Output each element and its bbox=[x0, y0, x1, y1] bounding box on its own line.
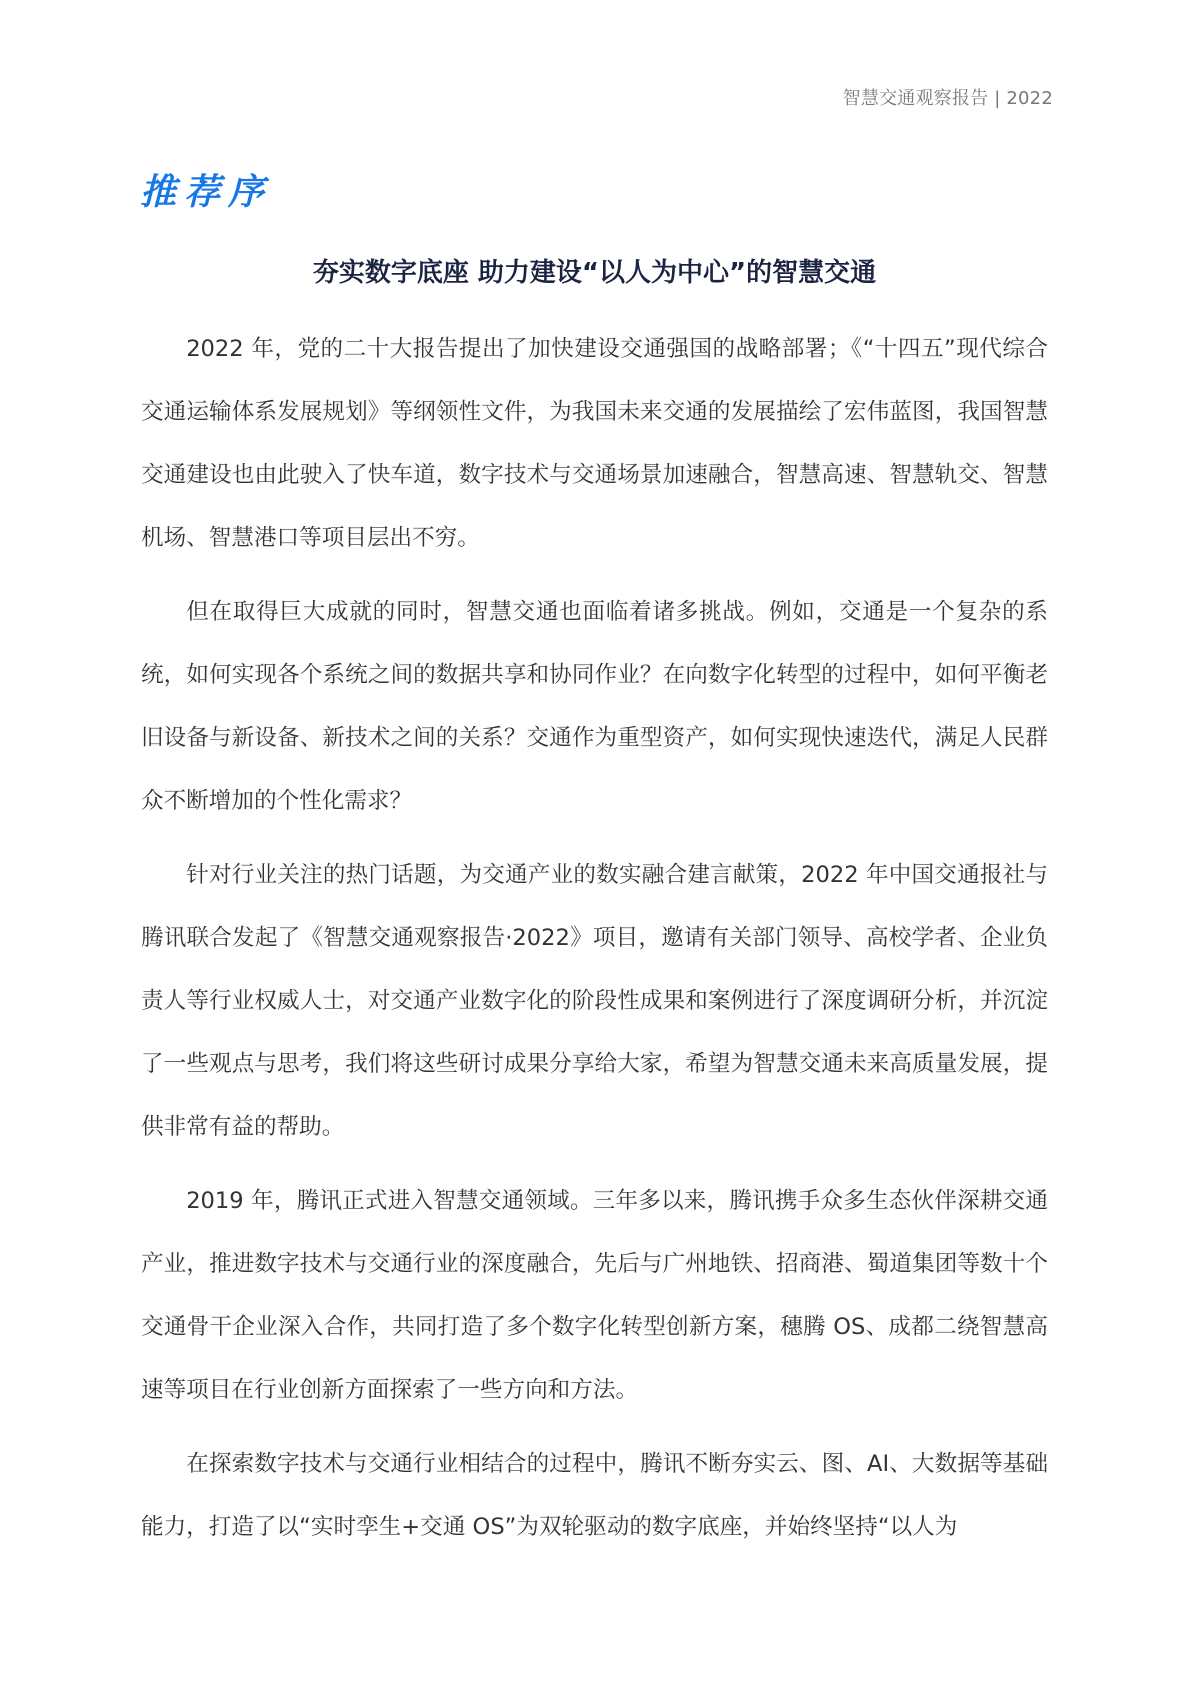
article-title: 夯实数字底座 助力建设“以人为中心”的智慧交通 bbox=[312, 258, 877, 288]
paragraph-3: 针对行业关注的热门话题，为交通产业的数实融合建言献策，2022 年中国交通报社与腾讯联合发起了《智慧交通观察报告·2022》项目，邀请有关部门领导、高校学者、企业负责人等行业权威人士，对交通产业数字化的阶段性成果和案例进行了深度调研分析，并沉淀了一些观点与思考，我们将这些研讨成果分享给大家，希望为智慧交通未来高质量发展，提供非常有益的帮助。 bbox=[141, 862, 1048, 1140]
paragraph-4: 2019 年，腾讯正式进入智慧交通领域。三年多以来，腾讯携手众多生态伙伴深耕交通产业，推进数字技术与交通行业的深度融合，先后与广州地铁、招商港、蜀道集团等数十个交通骨干企业深入合作，共同打造了多个数字化转型创新方案，穗腾 OS、成都二绕智慧高速等项目在行业创新方面探索了一些方向和方法。 bbox=[141, 1188, 1048, 1403]
article-body bbox=[141, 318, 1048, 1570]
report-header-label: 智慧交通观察报告 | 2022 bbox=[842, 88, 1053, 109]
paragraph-2: 但在取得巨大成就的同时，智慧交通也面临着诸多挑战。例如，交通是一个复杂的系统，如何实现各个系统之间的数据共享和协同作业？在向数字化转型的过程中，如何平衡老旧设备与新设备、新技术之间的关系？交通作为重型资产，如何实现快速迭代，满足人民群众不断增加的个性化需求？ bbox=[141, 599, 1048, 814]
section-title: 推荐序 bbox=[140, 172, 273, 213]
paragraph-1: 2022 年，党的二十大报告提出了加快建设交通强国的战略部署；《“十四五”现代综合交通运输体系发展规划》等纲领性文件，为我国未来交通的发展描绘了宏伟蓝图，我国智慧交通建设也由此驶入了快车道，数字技术与交通场景加速融合，智慧高速、智慧轨交、智慧机场、智慧港口等项目层出不穷。 bbox=[141, 336, 1048, 551]
paragraph-5: 在探索数字技术与交通行业相结合的过程中，腾讯不断夯实云、图、AI、大数据等基础能力，打造了以“实时孪生+交通 OS”为双轮驱动的数字底座，并始终坚持“以人为 bbox=[141, 1451, 1048, 1540]
